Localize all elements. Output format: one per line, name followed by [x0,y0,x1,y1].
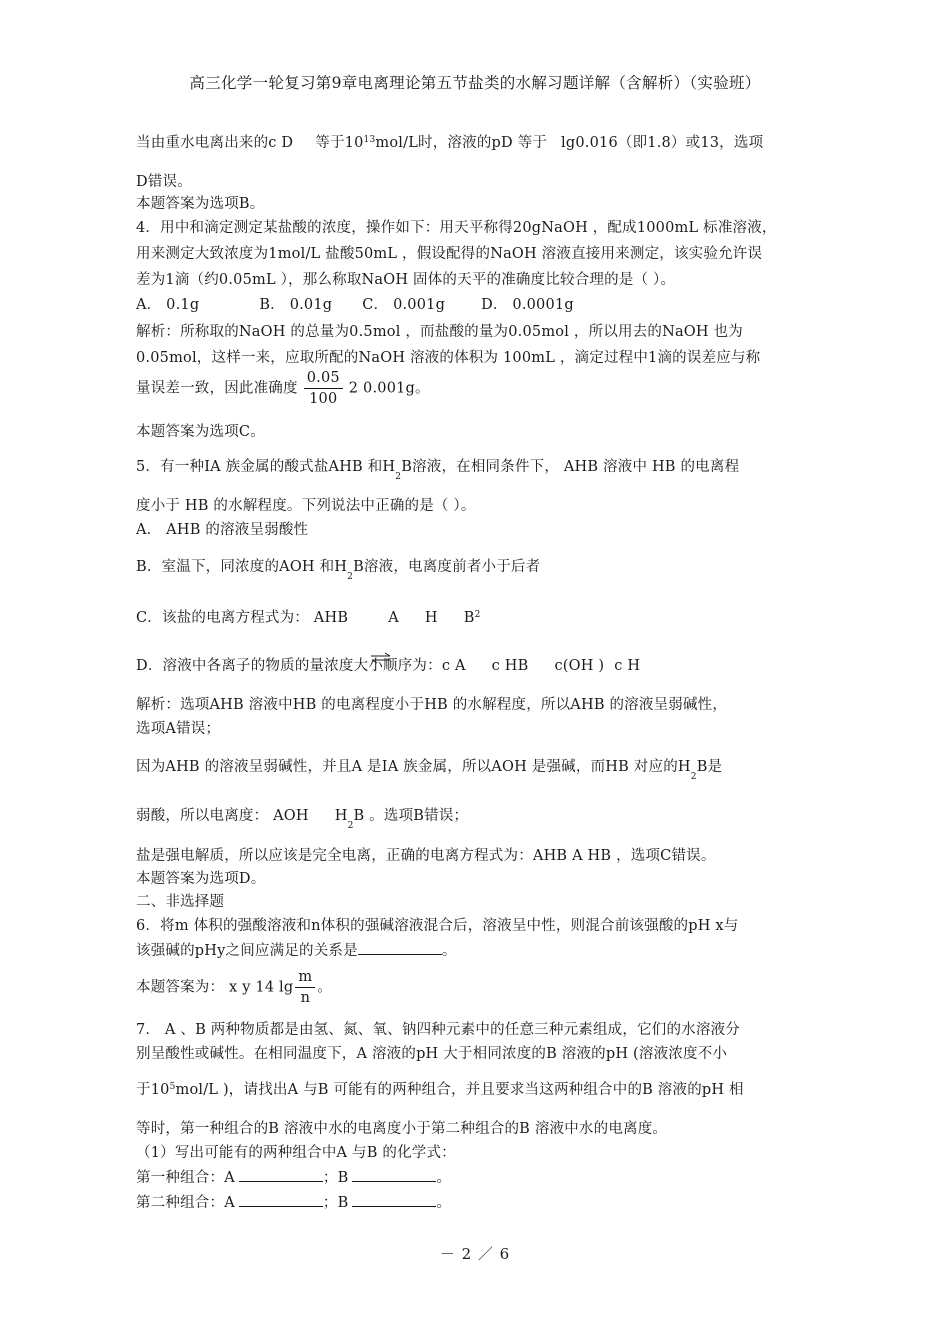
answer-blank[interactable] [352,1192,436,1207]
option-a: A． AHB 的溶液呈弱酸性 [136,522,309,538]
text-line: D错误。 [136,174,192,190]
option-c: C．该盐的电离方程式为： AHB A H $B^2$ [136,610,481,626]
text-line: 第二种组合：A ；B 。 [136,1191,451,1212]
answer-blank[interactable] [358,940,442,955]
option-d: D．溶液中各离子的物质的量浓度大小顺序为：c A c HB c(OH ) c H [136,658,641,674]
option-row [136,293,574,314]
text-line: 盐是强电解质，所以应该是完全电离，正确的电离方程式为：AHB A HB ，选项C错误。 [136,848,716,864]
text-line: 量误差一致，因此准确度 $\frac{0.05}{100}$ 2 0.001g。 [136,370,430,407]
text-line: 弱酸，所以电离度： AOH $H_2B$ 。选项B错误； [136,808,469,831]
text-line: 0.05mol，这样一来，应取所配的NaOH 溶液的体积为 100mL ，滴定过程中1滴的误差应与称 [136,350,761,366]
option-b: B．室温下，同浓度的AOH 和$H_2B$溶液，电离度前者小于后者 [136,559,541,582]
text-line: 本题答案为选项C。 [136,424,265,440]
text-line: 当由重水电离出来的c D 等于$10^{13}mol/L$时，溶液的pD 等于 lg0.016（即1.8）或13，选项 [136,135,764,151]
option-a: A． 0.1g [136,297,200,313]
text-line: 本题答案为选项D。 [136,871,266,887]
analysis-line: 解析：所称取的NaOH 的总量为0.5mol ，而盐酸的量为0.05mol ，所以用去的NaOH 也为 [136,324,743,340]
text-line: 因为AHB 的溶液呈弱碱性，并且A 是ⅠA 族金属，所以AOH 是强碱，而HB 对应的$H_2B$是 [136,759,723,782]
text-line: （1）写出可能有的两种组合中A 与B 的化学式： [136,1145,456,1161]
answer-blank[interactable] [239,1192,323,1207]
text-line: 等时，第一种组合的B 溶液中水的电离度小于第二种组合的B 溶液中水的电离度。 [136,1121,668,1137]
page-title: 高三化学一轮复习第9章电离理论第五节盐类的水解习题详解（含解析）（实验班） [189,74,761,92]
fraction: $\frac{0.05}{100}$ [304,368,343,409]
text-line: 于$10^5mol/L$ )，请找出A 与B 可能有的两种组合，并且要求当这两种组合中的B 溶液的pH 相 [136,1082,744,1098]
text-line: 第一种组合：A ；B 。 [136,1166,451,1187]
option-b: B． 0.01g [259,297,333,313]
question-5: 5．有一种ⅠA 族金属的酸式盐AHB 和$H_2B$溶液，在相同条件下， AHB 溶液中 HB 的电离程 [136,459,740,482]
text-line: 别呈酸性或碱性。在相同温度下，A 溶液的pH 大于相同浓度的B 溶液的pH (溶液浓度不小 [136,1046,728,1062]
section-heading: 二、非选择题 [136,894,225,910]
text-line: 选项A错误； [136,721,221,737]
text-line: 本题答案为： x y 14 lg $\frac{m}{n}$ 。 [136,969,333,1006]
fraction: $\frac{m}{n}$ [295,967,315,1008]
option-d: D． 0.0001g [481,297,574,313]
page-number: － 2 ／ 6 [439,1245,511,1263]
question-6: 6．将m 体积的强酸溶液和n体积的强碱溶液混合后，溶液呈中性，则混合前该强酸的pH x与 [136,918,739,934]
text-line: 度小于 HB 的水解程度。下列说法中正确的是（ ）。 [136,498,476,514]
text-line: 差为1滴（约0.05mL ），那么称取NaOH 固体的天平的准确度比较合理的是（ ）。 [136,272,676,288]
question-7: 7． A 、B 两种物质都是由氢、氮、氧、钠四种元素中的任意三种元素组成，它们的水溶液分 [136,1022,740,1038]
analysis-line: 解析：选项AHB 溶液中HB 的电离程度小于HB 的水解程度，所以AHB 的溶液呈弱碱性， [136,697,728,713]
text-line: 该强碱的pHy之间应满足的关系是 。 [136,939,457,960]
option-c: C． 0.001g [362,297,446,313]
equilibrium-arrow-icon [370,652,392,664]
text-line: 用来测定大致浓度为1mol/L 盐酸50mL ，假设配得的NaOH 溶液直接用来测定，该实验允许误 [136,246,763,262]
question-4: 4．用中和滴定测定某盐酸的浓度，操作如下：用天平称得20gNaOH ，配成1000mL 标准溶液， [136,220,777,236]
text-line: 本题答案为选项B。 [136,196,265,212]
answer-blank[interactable] [239,1167,323,1182]
answer-blank[interactable] [352,1167,436,1182]
